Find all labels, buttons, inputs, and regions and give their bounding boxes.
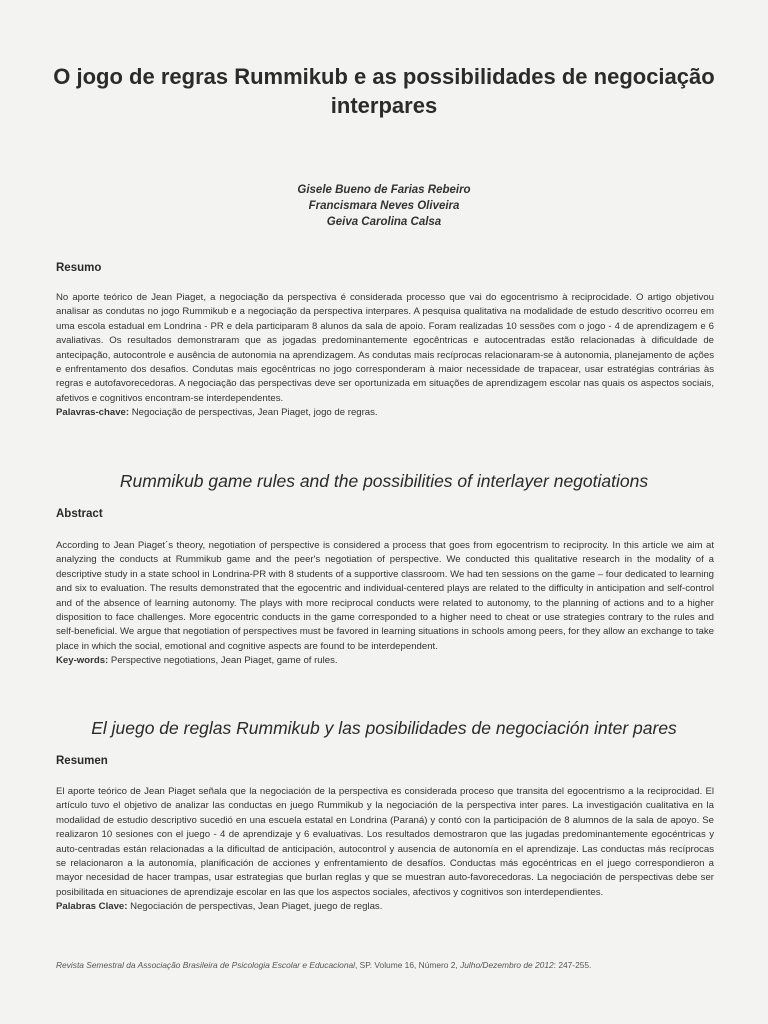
journal-pages: : 247-255.	[553, 960, 592, 970]
journal-date: Julho/Dezembro de 2012	[460, 960, 554, 970]
journal-footer	[56, 960, 716, 970]
resumo-text: No aporte teórico de Jean Piaget, a negociação da perspectiva é considerada processo que vai do egocentrismo à reciprocidade. O artigo objetivou analisar as condutas no jogo Rummikub e a negociação da perspectiva interpares. A pesquisa qualitativa na modalidade de estudo descritivo ocorreu em uma escola estadual em Londrina - PR e dela participaram 8 alunos da sala de apoio. Foram realizadas 10 sessões com o jogo - 4 de aprendizagem e 6 avaliativas. Os resultados demonstraram que as jogadas predominantemente egocêntricas e autocentradas estão relacionadas à dificuldade de antecipação, autocontrole e ausência de autonomia na aprendizagem. As condutas mais recíprocas relacionaram-se à autonomia, planejamento de ações e enfrentamento dos desafios. Condutas mais egocêntricas no jogo corresponderam à maior necessidade de trapacear, usar estratégias contrárias às regras e autofavorecedoras. A negociação das perspectivas deve ser oportunizada em situações de aprendizagem escolar nas quais os aspectos sociais, afetivos e cognitivos encontram-se interdependentes.	[56, 292, 714, 404]
abstract-heading: Abstract	[56, 508, 103, 520]
spanish-title: El juego de reglas Rummikub y las posibilidades de negociación inter pares	[91, 718, 677, 738]
resumen-text: El aporte teórico de Jean Piaget señala que la negociación de la perspectiva es considerada proceso que transita del egocentrismo a la reciprocidad. El artículo tuvo el objetivo de analizar las conductas en juego Rummikub y la negociación de la perspectiva inter pares. La investigación cualitativa en la modalidad de estudio descriptivo sucedió en una escuela estatal en Londrina (Paraná) y contó con la participación de 8 alumnos de la sala de apoyo. Se realizaron 10 sesiones con el juego - 4 de aprendizaje y 6 evaluativas. Los resultados demostraron que las jugadas predominantemente egocéntricas y auto-centradas están relacionadas a la dificultad de anticipación, autocontrol y ausencia de autonomía en el aprendizaje. Las conductas más recíprocas se relacionaron a la autonomía, planificación de acciones y enfrentamiento de desafíos. Conductas más egocéntricas en el juego correspondieron a mayor necesidad de hacer trampas, usar estrategias que burlan reglas y que se muestran auto-favorecedoras. La negociación de perspectivas debe ser posibilitada en situaciones de aprendizaje escolar en las que los aspectos sociales, afectivos y cognitivos son interdependientes.	[56, 786, 714, 898]
resumo-heading: Resumo	[56, 262, 102, 274]
keywords-label: Palavras-chave:	[56, 407, 130, 419]
journal-place: , SP. Volume 16, Número 2,	[355, 960, 461, 970]
author-name: Francismara Neves Oliveira	[308, 200, 460, 212]
resumen-keywords	[56, 900, 714, 914]
keywords-text: Negociação de perspectivas, Jean Piaget, jogo de regras.	[129, 407, 378, 419]
resumen-body	[56, 785, 714, 915]
abstract-body	[56, 539, 714, 669]
author-name: Geiva Carolina Calsa	[326, 216, 442, 228]
article-title: O jogo de regras Rummikub e as possibilidades de negociação interpares	[53, 64, 715, 118]
keywords-label: Key-words:	[56, 655, 109, 667]
abstract-keywords	[56, 654, 714, 668]
resumo-body	[56, 291, 714, 421]
keywords-text: Negociación de perspectivas, Jean Piaget, juego de reglas.	[127, 901, 383, 913]
keywords-text: Perspective negotiations, Jean Piaget, game of rules.	[108, 655, 338, 667]
keywords-label: Palabras Clave:	[56, 901, 128, 913]
abstract-text: According to Jean Piaget´s theory, negotiation of perspective is considered a process that goes from egocentrism to reciprocity. In this article we aim at analyzing the conducts at Rummikub game and the peer's negotiation of perspective. We conducted this qualitative research in the modality of a descriptive study in a state school in Londrina-PR with 8 students of a supportive classroom. We had ten sessions on the game – four dedicated to learning and six to evaluation. The results demonstrated that the egocentric and individual-centered plays are related to the difficulty in anticipation and self-control and of the absence of learning autonomy. The plays with more reciprocal conducts were related to autonomy, to the planning of actions and to a higher disposition to face challenges. More egocentric conducts in the game corresponded to a higher need to cheat or use strategies contrary to the rules and self-beneficial. We argue that negotiation of perspectives must be favored in learning situations in schools among peers, for they allow an exchange to take place in which the social, emotional and cognitive aspects are found to be interdependent.	[56, 540, 714, 652]
journal-name: Revista Semestral da Associação Brasileira de Psicologia Escolar e Educacional	[56, 960, 356, 970]
author-name: Gisele Bueno de Farias Rebeiro	[297, 184, 471, 196]
resumo-keywords	[56, 406, 714, 420]
resumen-heading: Resumen	[56, 755, 108, 767]
english-title: Rummikub game rules and the possibilities of interlayer negotiations	[119, 471, 649, 491]
author-list	[40, 182, 728, 230]
